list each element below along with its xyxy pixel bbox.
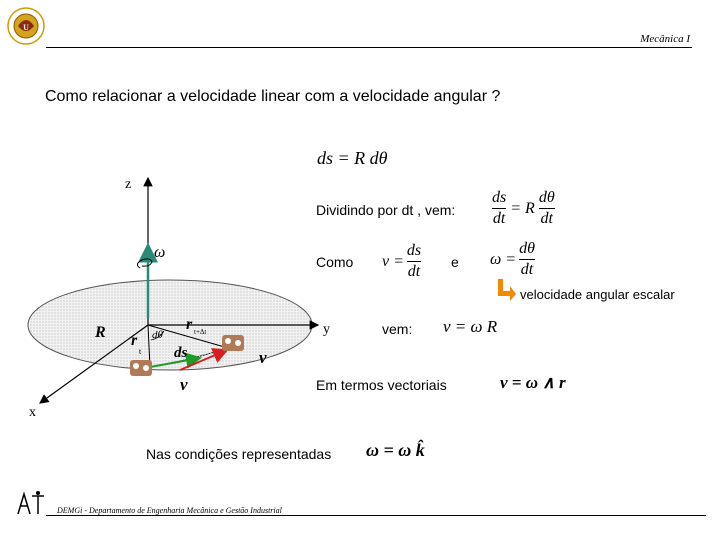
dividing-text: Dividindo por dt , vem: [316,202,456,218]
linear-velocity-definition: v = $\frac{ds}{dt}$ [382,242,422,280]
v-label-2: v [180,375,188,394]
footer-text: DEMGi - Departamento de Engenharia Mecânica e Gestão Industrial [57,506,282,515]
vem-text: vem: [382,321,413,337]
como-text: Como [316,254,354,270]
r-t-subscript: t [139,347,142,356]
dtheta-label: dθ [152,329,163,341]
r-tdt-subscript: t+Δt [194,328,207,336]
angular-velocity-definition: ω = $\frac{d\theta}{dt}$ [490,240,535,278]
fraction-dtheta-dt: $\frac{d\theta}{dt}$ [538,189,555,227]
page-title: Como relacionar a velocidade linear com a velocidade angular ? [45,88,501,105]
axis-z-label: z [125,177,132,192]
arrow-icon [494,278,518,302]
header-divider [46,47,692,48]
carousel-horse-icon [130,360,152,376]
v-label: v [259,348,267,367]
radius-label: R [95,324,106,341]
university-logo [4,6,48,46]
conditions-text: Nas condições representadas [146,446,332,462]
scalar-velocity-equation: v = ω R [443,317,498,336]
department-logo [14,490,48,516]
axis-x-label: x [29,405,36,420]
footer-divider [46,515,706,516]
header-title: Mecânica I [640,33,690,45]
omega-label: ω [154,244,166,261]
ds-label: ds [174,345,188,361]
vector-velocity-equation: v = ω ∧ r [500,373,566,392]
axis-y-label: y [323,322,330,337]
svg-text:U: U [23,23,29,32]
angular-scalar-label: velocidade angular escalar [520,287,675,302]
e-text: e [451,254,459,270]
rotation-diagram [0,150,330,430]
fraction-ds-dt: $\frac{ds}{dt}$ [492,189,507,227]
arc-length-equation: ds = R dθ [317,148,388,168]
rotation-arrow-icon [137,259,152,268]
r-tdt-label: r [186,316,193,333]
carousel-horse-icon [222,335,244,351]
vectorial-text: Em termos vectoriais [316,377,447,393]
omega-vector-equation: ω = ω k̂ [366,440,425,460]
dividing-equation: $\frac{ds}{dt}$ = R $\frac{d\theta}{dt}$ [492,189,555,227]
r-t-label: r [131,332,138,349]
